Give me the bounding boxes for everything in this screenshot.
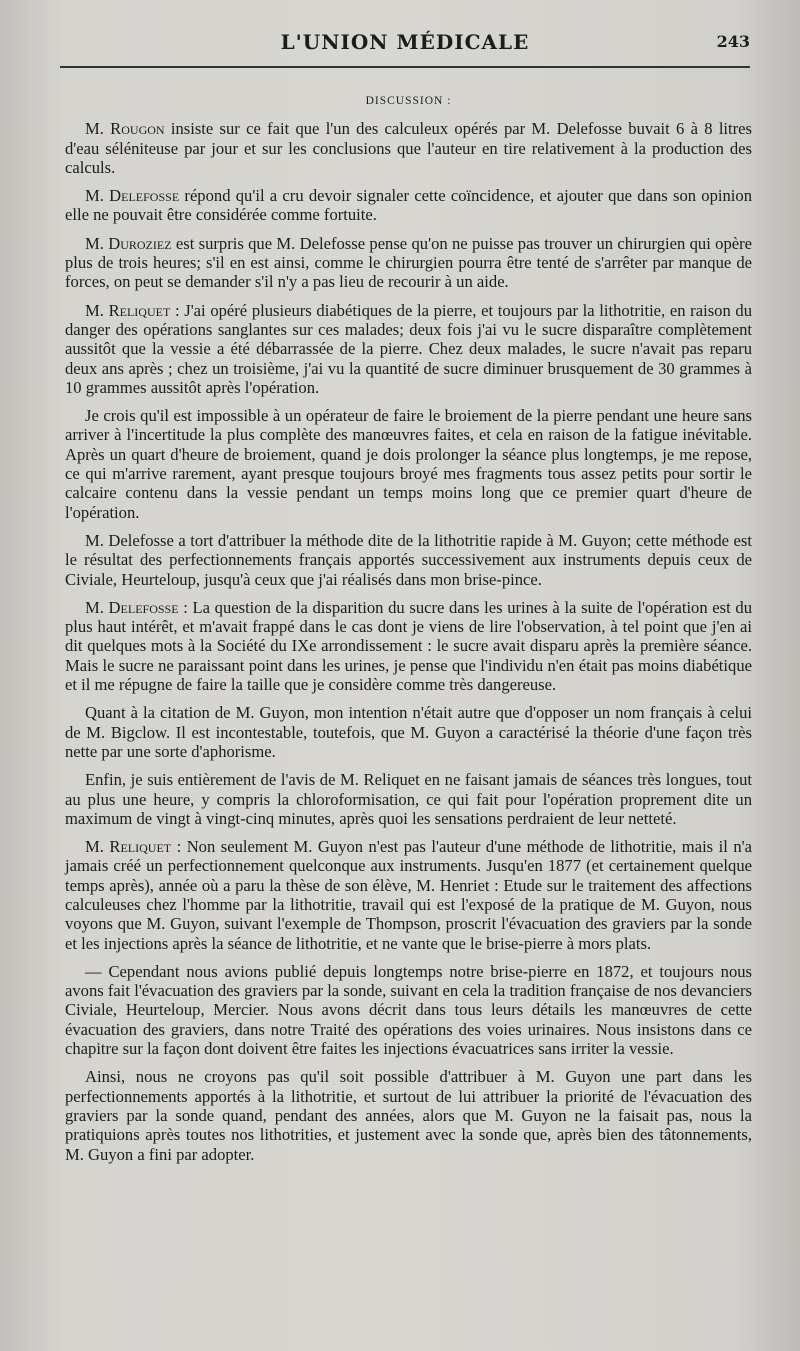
page-number: 243 xyxy=(716,32,750,51)
paragraph-text: insiste sur ce fait que l'un des calculeux opérés par M. Delefosse buvait 6 à 8 litres d'eau séléniteuse par jour et sur les conclusions que l'auteur en tire relativement à la production des calculs. xyxy=(65,119,752,177)
paragraph xyxy=(65,301,752,397)
paragraph xyxy=(65,406,752,522)
speaker-name: M. Duroziez xyxy=(85,233,172,253)
paragraph xyxy=(65,703,752,761)
paragraph-text: : J'ai opéré plusieurs diabétiques de la pierre, et toujours par la lithotritie, en raison du danger des opérations sanglantes sur ces malades; deux fois j'ai vu le sucre disparaître complètement aussitôt que la vessie a été débarrassée de la pierre. Chez deux malades, le sucre n'avait pas reparu deux ans après ; chez un troisième, j'ai vu la quantité de sucre diminuer brusquement de 30 grammes à 10 grammes aussitôt après l'opération. xyxy=(65,300,752,397)
document-body xyxy=(65,92,752,1173)
paragraph xyxy=(65,1067,752,1163)
paragraph xyxy=(65,962,752,1058)
paragraph-text: est surpris que M. Delefosse pense qu'on ne puisse pas trouver un chirurgien qui opère plus de trois heures; s'il en est ainsi, comme le chirurgien pourra être tenté de s'arrêter par manque de forces, on peut se demander s'il n'y a pas lieu de recourir à un aide. xyxy=(65,233,752,292)
paragraph-text: Ainsi, nous ne croyons pas qu'il soit possible d'attribuer à M. Guyon une part dans les perfectionnements apportés à la lithotritie, et surtout de lui attribuer la priorité de l'évacuation des graviers par la sonde quand, pendant des années, alors que M. Guyon ne la faisait pas, nous la pratiquions après toutes nos lithotrities, et justement avec la sonde que, après bien des tâtonnements, M. Guyon a fini par adopter. xyxy=(65,1067,752,1164)
paragraph xyxy=(65,119,752,177)
paragraph xyxy=(65,531,752,589)
speaker-name: M. Reliquet xyxy=(85,837,172,857)
running-title: L'UNION MÉDICALE xyxy=(280,30,530,54)
paragraph xyxy=(65,186,752,225)
header-rule xyxy=(60,66,750,68)
speaker-name: M. Delefosse xyxy=(85,597,179,617)
paragraph-text: Je crois qu'il est impossible à un opérateur de faire le broiement de la pierre pendant une heure sans arriver à l'incertitude la plus complète des manœuvres faites, et cela en raison de la fatigue inévitable. Après un quart d'heure de broiement, quand je dois prolonger la séance plus longtemps, je me repose, ce qui m'arrive rarement, ayant presque toujours broyé mes fragments tous assez petits pour sortir le calcaire contenu dans la vessie pendant un temps moins long que ce premier quart d'heure de l'opération. xyxy=(65,406,752,522)
paragraph xyxy=(65,598,752,694)
speaker-name: M. Reliquet xyxy=(85,300,171,320)
paragraph xyxy=(65,837,752,953)
paragraph-text: répond qu'il a cru devoir signaler cette coïncidence, et ajouter que dans son opinion elle ne pouvait être considérée comme fortuite. xyxy=(65,186,752,225)
page-header xyxy=(60,26,750,62)
paragraph xyxy=(65,770,752,828)
paragraph-text: : Non seulement M. Guyon n'est pas l'auteur d'une méthode de lithotritie, mais il n'a jamais créé un perfectionnement quelconque aux instruments. Jusqu'en 1877 (et certainement quelque temps après), année où a paru la thèse de son élève, M. Henriet : Etude sur le traitement des affections calculeuses chez l'homme par la lithotritie, travail qui est l'exposé de la pratique de M. Guyon, nous voyons que M. Guyon, suivant l'exemple de Thompson, proscrit l'évacuation des graviers par la sonde et les injections après la séance de lithotritie, et ne vante que le brise-pierre à mors plats. xyxy=(65,837,752,953)
paragraph-text: — Cependant nous avions publié depuis longtemps notre brise-pierre en 1872, et toujours nous avons fait l'évacuation des graviers par la sonde, suivant en cela la tradition française de nos devanciers Civiale, Heurteloup, Mercier. Nous avons décrit dans tous leurs détails les manœuvres de cette évacuation des graviers, dans notre Traité des opérations des voies urinaires. Nous insistons dans ce chapitre sur la façon dont doivent être faites les injections évacuatrices sans irriter la vessie. xyxy=(65,961,752,1059)
speaker-name: M. Rougon xyxy=(85,119,165,139)
paragraph-text: Enfin, je suis entièrement de l'avis de M. Reliquet en ne faisant jamais de séances très longues, tout au plus une heure, y compris la chloroformisation, ce qui fait pour l'opération proprement dite un maximum de vingt à vingt-cinq minutes, après quoi les sensations perdraient de leur netteté. xyxy=(65,770,752,828)
paragraph xyxy=(65,234,752,292)
paragraph-text: : La question de la disparition du sucre dans les urines à la suite de l'opération est du plus haut intérêt, et m'avait frappé dans le cas dont je viens de lire l'observation, à tel point que j'en ai dit quelques mots à la Société du IXe arrondissement : le sucre avait disparu après la première séance. Mais le sucre ne paraissant point dans les urines, je pense que l'individu n'en était pas moins diabétique et il me répugne de faire la taille que je considère comme très dangereuse. xyxy=(65,597,752,695)
section-heading: DISCUSSION : xyxy=(365,95,452,107)
paragraph-text: M. Delefosse a tort d'attribuer la méthode dite de la lithotritie rapide à M. Guyon; cette méthode est le résultat des perfectionnements français apportés successivement aux instruments depuis ceux de Civiale, Heurteloup, jusqu'à ceux que j'ai réalisés dans mon brise-pince. xyxy=(65,530,752,589)
paragraph-text: Quant à la citation de M. Guyon, mon intention n'était autre que d'opposer un nom français à celui de M. Bigclow. Il est incontestable, toutefois, que M. Guyon a caractérisé la théorie d'une façon très nette par une sorte d'aphorisme. xyxy=(65,703,752,761)
speaker-name: M. Delefosse xyxy=(85,186,180,206)
